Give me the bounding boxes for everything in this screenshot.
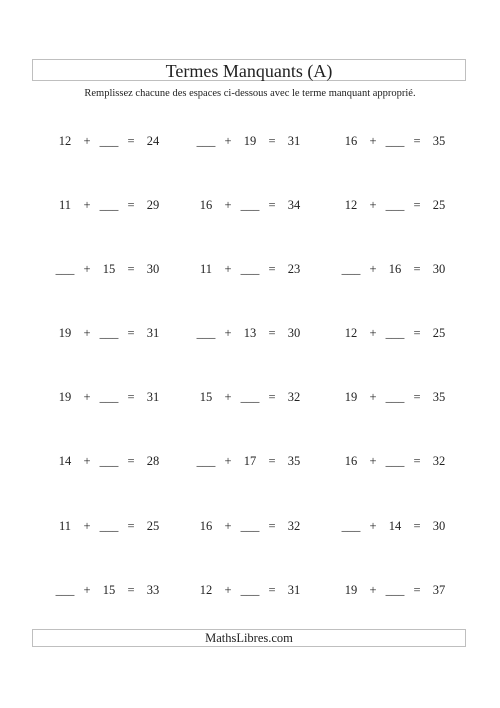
addend-1: 12: [344, 326, 358, 340]
addend-2: ___: [99, 519, 119, 533]
equals-sign: =: [268, 326, 276, 340]
equals-sign: =: [127, 262, 135, 276]
plus-sign: +: [369, 262, 377, 276]
equals-sign: =: [127, 583, 135, 597]
plus-sign: +: [224, 583, 232, 597]
footer: [32, 629, 466, 647]
addend-1: 11: [58, 519, 72, 533]
sum: 37: [432, 583, 446, 597]
plus-sign: +: [369, 390, 377, 404]
addend-2: 16: [388, 262, 402, 276]
plus-sign: +: [224, 519, 232, 533]
addend-2: ___: [385, 134, 405, 148]
sum: 25: [432, 326, 446, 340]
plus-sign: +: [224, 454, 232, 468]
page-title: [32, 59, 466, 81]
sum: 31: [287, 583, 301, 597]
problem-row: [0, 195, 500, 215]
problem-row: [0, 259, 500, 279]
equals-sign: =: [268, 198, 276, 212]
addend-1: 11: [199, 262, 213, 276]
addend-2: 15: [102, 262, 116, 276]
problem-row: [0, 323, 500, 343]
plus-sign: +: [83, 262, 91, 276]
equals-sign: =: [127, 198, 135, 212]
sum: 31: [287, 134, 301, 148]
addend-1: 12: [199, 583, 213, 597]
plus-sign: +: [83, 134, 91, 148]
instructions: Remplissez chacune des espaces ci-dessous avec le terme manquant approprié.: [84, 88, 416, 99]
addend-2: ___: [99, 390, 119, 404]
equals-sign: =: [127, 454, 135, 468]
sum: 32: [287, 390, 301, 404]
sum: 28: [146, 454, 160, 468]
plus-sign: +: [83, 583, 91, 597]
addend-1: ___: [341, 519, 361, 533]
addend-2: ___: [240, 390, 260, 404]
plus-sign: +: [369, 326, 377, 340]
plus-sign: +: [369, 583, 377, 597]
plus-sign: +: [369, 134, 377, 148]
equals-sign: =: [413, 134, 421, 148]
plus-sign: +: [224, 326, 232, 340]
sum: 32: [432, 454, 446, 468]
addend-1: 11: [58, 198, 72, 212]
addend-2: 14: [388, 519, 402, 533]
problem-row: [0, 580, 500, 600]
addend-2: ___: [240, 262, 260, 276]
equals-sign: =: [127, 134, 135, 148]
sum: 24: [146, 134, 160, 148]
addend-1: ___: [341, 262, 361, 276]
equals-sign: =: [413, 454, 421, 468]
sum: 29: [146, 198, 160, 212]
addend-1: 16: [199, 198, 213, 212]
plus-sign: +: [369, 454, 377, 468]
addend-2: 17: [243, 454, 257, 468]
problem-row: [0, 451, 500, 471]
sum: 23: [287, 262, 301, 276]
sum: 31: [146, 326, 160, 340]
addend-2: 19: [243, 134, 257, 148]
addend-1: 15: [199, 390, 213, 404]
equals-sign: =: [413, 326, 421, 340]
addend-2: 15: [102, 583, 116, 597]
problem-row: [0, 131, 500, 151]
plus-sign: +: [83, 326, 91, 340]
addend-2: ___: [385, 198, 405, 212]
addend-1: ___: [196, 454, 216, 468]
addend-1: 19: [58, 390, 72, 404]
equals-sign: =: [413, 198, 421, 212]
sum: 31: [146, 390, 160, 404]
sum: 35: [432, 134, 446, 148]
equals-sign: =: [268, 454, 276, 468]
sum: 30: [287, 326, 301, 340]
equals-sign: =: [268, 390, 276, 404]
addend-2: ___: [240, 198, 260, 212]
equals-sign: =: [413, 519, 421, 533]
addend-2: 13: [243, 326, 257, 340]
sum: 33: [146, 583, 160, 597]
equals-sign: =: [268, 262, 276, 276]
addend-2: ___: [99, 326, 119, 340]
addend-1: ___: [55, 262, 75, 276]
sum: 25: [146, 519, 160, 533]
addend-2: ___: [385, 326, 405, 340]
equals-sign: =: [413, 583, 421, 597]
addend-2: ___: [99, 198, 119, 212]
addend-1: 19: [344, 390, 358, 404]
plus-sign: +: [83, 519, 91, 533]
addend-2: ___: [99, 454, 119, 468]
sum: 30: [146, 262, 160, 276]
addend-2: ___: [99, 134, 119, 148]
addend-2: ___: [240, 519, 260, 533]
addend-1: 16: [199, 519, 213, 533]
problem-row: [0, 516, 500, 536]
equals-sign: =: [268, 583, 276, 597]
addend-1: ___: [196, 134, 216, 148]
sum: 35: [287, 454, 301, 468]
addend-1: 19: [58, 326, 72, 340]
page-title-text: Termes Manquants (A): [165, 61, 333, 81]
addend-1: ___: [196, 326, 216, 340]
equals-sign: =: [127, 519, 135, 533]
equals-sign: =: [268, 519, 276, 533]
addend-2: ___: [240, 583, 260, 597]
addend-1: 12: [58, 134, 72, 148]
plus-sign: +: [369, 519, 377, 533]
sum: 25: [432, 198, 446, 212]
sum: 32: [287, 519, 301, 533]
equals-sign: =: [413, 390, 421, 404]
plus-sign: +: [369, 198, 377, 212]
plus-sign: +: [83, 454, 91, 468]
plus-sign: +: [224, 134, 232, 148]
sum: 34: [287, 198, 301, 212]
addend-1: ___: [55, 583, 75, 597]
plus-sign: +: [83, 390, 91, 404]
plus-sign: +: [224, 198, 232, 212]
addend-2: ___: [385, 583, 405, 597]
addend-1: 16: [344, 454, 358, 468]
sum: 30: [432, 262, 446, 276]
sum: 35: [432, 390, 446, 404]
addend-1: 12: [344, 198, 358, 212]
equals-sign: =: [127, 326, 135, 340]
plus-sign: +: [83, 198, 91, 212]
plus-sign: +: [224, 390, 232, 404]
equals-sign: =: [127, 390, 135, 404]
problem-row: [0, 387, 500, 407]
addend-2: ___: [385, 454, 405, 468]
plus-sign: +: [224, 262, 232, 276]
equals-sign: =: [268, 134, 276, 148]
footer-site: MathsLibres.com: [205, 631, 293, 645]
addend-1: 19: [344, 583, 358, 597]
addend-1: 16: [344, 134, 358, 148]
equals-sign: =: [413, 262, 421, 276]
sum: 30: [432, 519, 446, 533]
addend-1: 14: [58, 454, 72, 468]
addend-2: ___: [385, 390, 405, 404]
